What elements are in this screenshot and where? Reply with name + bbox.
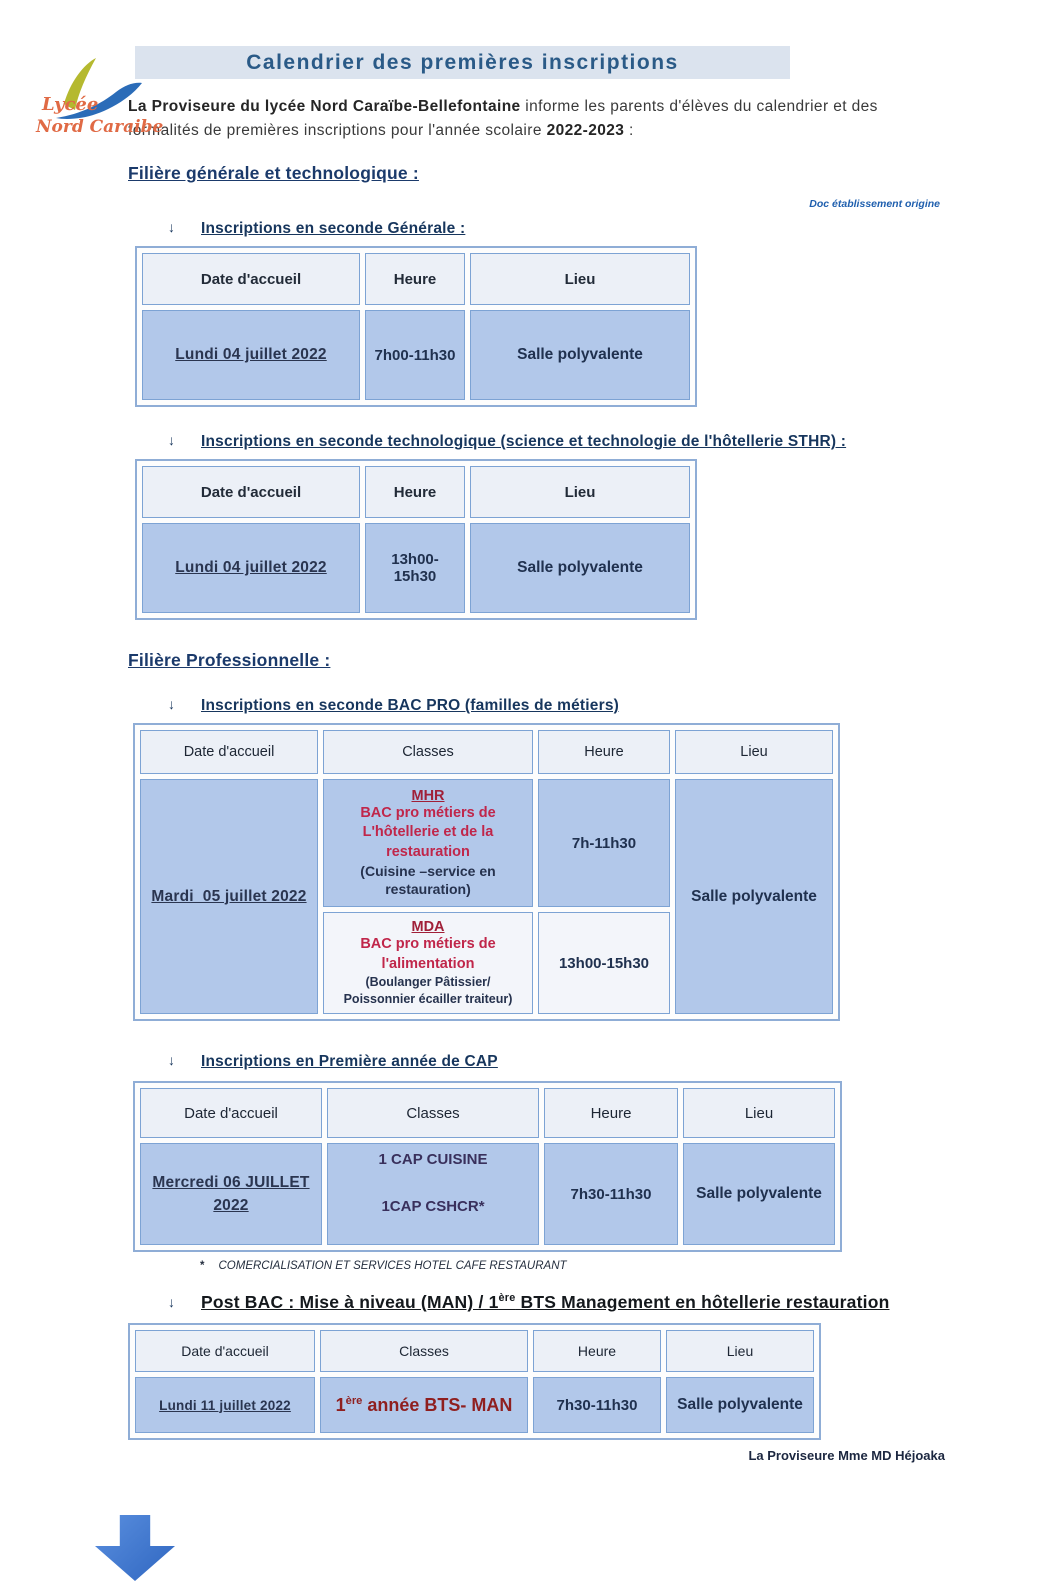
down-arrow-bullet-icon: ↓	[168, 219, 175, 236]
header-lieu: Lieu	[666, 1330, 814, 1372]
big-down-arrow-icon	[95, 1515, 175, 1581]
header-classes: Classes	[323, 730, 533, 774]
section-heading-general: Filière générale et technologique :	[128, 163, 419, 184]
cell-classes	[327, 1143, 539, 1245]
header-lieu: Lieu	[470, 253, 690, 305]
table-header-row	[142, 253, 690, 305]
header-heure: Heure	[533, 1330, 661, 1372]
classe-name: BAC pro métiers de L'hôtellerie et de la restauration	[360, 804, 496, 860]
header-heure: Heure	[365, 253, 465, 305]
intro-bold-school: La Proviseure du lycée Nord Caraïbe-Bellefontaine	[128, 98, 521, 115]
logo-text-line1: Lycée	[42, 94, 99, 115]
intro-text: informe les parents d'élèves du calendrier et des formalités de premières inscriptions pour l'année scolaire	[128, 98, 878, 140]
bullet-label: Inscriptions en seconde BAC PRO (familles de métiers)	[201, 697, 620, 715]
cell-date: Lundi 11 juillet 2022	[135, 1377, 315, 1433]
cell-heure: 7h30-11h30	[533, 1377, 661, 1433]
header-lieu: Lieu	[675, 730, 833, 774]
table-seconde-generale	[135, 246, 697, 407]
table-header-row	[142, 466, 690, 518]
date-line1: Mercredi 06 JUILLET	[152, 1173, 310, 1191]
cap-footnote	[200, 1260, 1058, 1272]
bullet-label: Inscriptions en Première année de CAP	[201, 1053, 498, 1071]
table-row	[142, 310, 690, 400]
header-date: Date d'accueil	[140, 1088, 322, 1138]
bullet-cap	[168, 1053, 1058, 1071]
cell-lieu: Salle polyvalente	[675, 779, 833, 1014]
classe-line2: 1CAP CSHCR*	[381, 1198, 485, 1216]
cell-lieu: Salle polyvalente	[470, 310, 690, 400]
doc-origin-note: Doc établissement origine	[809, 198, 940, 211]
cell-classes-mhr	[323, 779, 533, 907]
bullet-label-post: BTS Management en hôtellerie restauration	[515, 1292, 890, 1313]
header-classes: Classes	[327, 1088, 539, 1138]
signature: La Proviseure Mme MD Héjoaka	[748, 1448, 945, 1464]
table-post-bac	[128, 1323, 821, 1440]
header-heure: Heure	[544, 1088, 678, 1138]
table-seconde-techno	[135, 459, 697, 620]
bullet-label: Inscriptions en seconde Générale :	[201, 220, 466, 238]
down-arrow-bullet-icon: ↓	[168, 1052, 175, 1069]
cell-lieu: Salle polyvalente	[666, 1377, 814, 1433]
table-cap	[133, 1081, 842, 1252]
document-title: Calendrier des premières inscriptions	[246, 50, 679, 74]
cell-heure: 13h00-15h30	[538, 912, 670, 1014]
cell-date	[140, 1143, 322, 1245]
table-header-row	[135, 1330, 814, 1372]
header-date: Date d'accueil	[142, 253, 360, 305]
header-date: Date d'accueil	[140, 730, 318, 774]
bullet-post-bac	[168, 1292, 1058, 1313]
header-heure: Heure	[365, 466, 465, 518]
cell-heure: 7h30-11h30	[544, 1143, 678, 1245]
header-lieu: Lieu	[683, 1088, 835, 1138]
bullet-label-pre: Post BAC : Mise à niveau (MAN) / 1	[201, 1292, 499, 1313]
intro-colon: :	[624, 122, 634, 140]
table-row-mhr	[140, 779, 833, 907]
header-lieu: Lieu	[470, 466, 690, 518]
bullet-seconde-generale	[168, 220, 1058, 238]
cell-heure: 7h-11h30	[538, 779, 670, 907]
classe-detail: (Cuisine –service en restauration)	[360, 863, 496, 898]
table-row	[142, 523, 690, 613]
table-bac-pro	[133, 723, 840, 1021]
table-row	[140, 1143, 835, 1245]
header-classes: Classes	[320, 1330, 528, 1372]
bullet-label	[201, 1292, 889, 1313]
cell-lieu: Salle polyvalente	[470, 523, 690, 613]
bts-classe-post: année BTS- MAN	[362, 1394, 513, 1415]
date-line2: 2022	[213, 1197, 249, 1215]
bullet-bac-pro	[168, 697, 1058, 715]
cell-heure: 7h00-11h30	[365, 310, 465, 400]
cell-date: Lundi 04 juillet 2022	[142, 310, 360, 400]
intro-paragraph	[128, 95, 943, 143]
cell-classes	[320, 1377, 528, 1433]
document-title-band	[135, 46, 790, 79]
bullet-seconde-techno	[168, 433, 1058, 451]
header-heure: Heure	[538, 730, 670, 774]
classe-line1: 1 CAP CUISINE	[378, 1151, 488, 1169]
cell-date: Mardi 05 juillet 2022	[140, 779, 318, 1014]
table-row	[135, 1377, 814, 1433]
header-date: Date d'accueil	[142, 466, 360, 518]
school-logo	[26, 52, 176, 152]
bts-classe-label	[336, 1395, 513, 1415]
intro-bold-year: 2022-2023	[546, 122, 625, 140]
down-arrow-bullet-icon: ↓	[168, 1294, 175, 1311]
classe-detail: (Boulanger Pâtissier/ Poissonnier écailler traiteur)	[343, 975, 513, 1006]
footnote-asterisk: *	[200, 1260, 205, 1273]
down-arrow-bullet-icon: ↓	[168, 432, 175, 449]
cell-date: Lundi 04 juillet 2022	[142, 523, 360, 613]
bullet-label-sup: ère	[498, 1292, 516, 1305]
classe-code: MHR	[411, 787, 445, 804]
cell-classes-mda	[323, 912, 533, 1014]
down-arrow-bullet-icon: ↓	[168, 696, 175, 713]
bts-classe-pre: 1	[335, 1394, 346, 1415]
table-header-row	[140, 730, 833, 774]
bts-classe-sup: ère	[345, 1394, 363, 1407]
classe-name: BAC pro métiers de l'alimentation	[360, 936, 496, 972]
table-header-row	[140, 1088, 835, 1138]
cell-heure: 13h00-15h30	[365, 523, 465, 613]
header-date: Date d'accueil	[135, 1330, 315, 1372]
classe-code: MDA	[411, 919, 445, 936]
logo-text-line2: Nord Caraibe	[36, 117, 164, 137]
footnote-text: COMERCIALISATION ET SERVICES HOTEL CAFE RESTAURANT	[218, 1260, 567, 1273]
cell-lieu: Salle polyvalente	[683, 1143, 835, 1245]
section-heading-professionnelle: Filière Professionnelle :	[128, 650, 331, 671]
bullet-label: Inscriptions en seconde technologique (science et technologie de l'hôtellerie STHR) :	[201, 433, 847, 451]
